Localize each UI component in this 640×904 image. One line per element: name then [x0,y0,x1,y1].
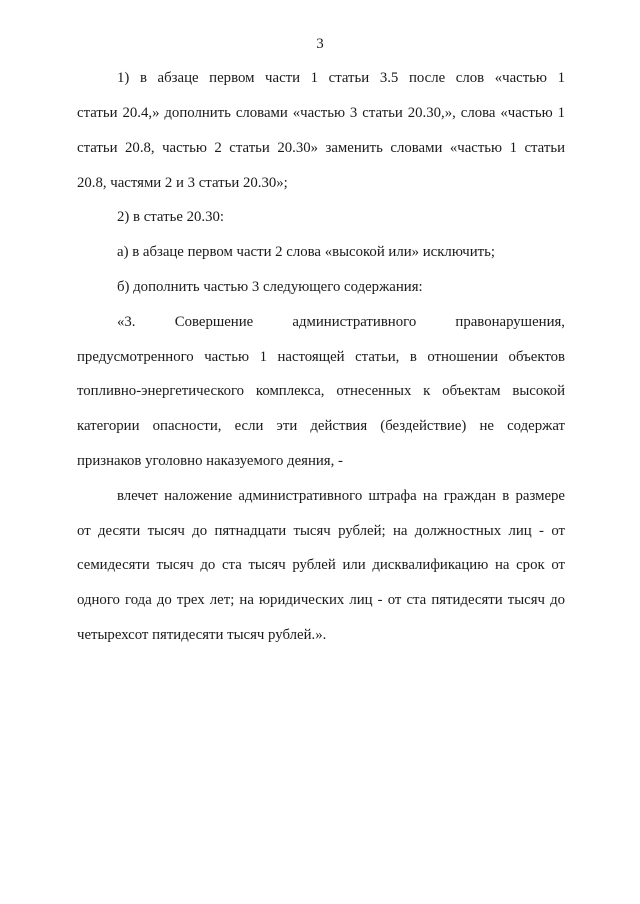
text-line: категории опасности, если эти действия (бездействие) не содержат [77,418,565,434]
text-line: признаков уголовно наказуемого деяния, - [77,453,343,469]
text-line: статьи 20.4,» дополнить словами «частью 3 статьи 20.30,», слова «частью 1 [77,105,565,121]
text-line: одного года до трех лет; на юридических лиц - от ста пятидесяти тысяч до [77,592,565,608]
text-line: 20.8, частями 2 и 3 статьи 20.30»; [77,175,288,191]
text-line: предусмотренного частью 1 настоящей статьи, в отношении объектов [77,349,565,365]
text-line: влечет наложение административного штрафа на граждан в размере [117,488,565,504]
text-line: а) в абзаце первом части 2 слова «высокой или» исключить; [117,244,495,260]
text-line: от десяти тысяч до пятнадцати тысяч рублей; на должностных лиц - от [77,523,565,539]
text-line: 2) в статье 20.30: [117,209,224,225]
text-line: статьи 20.8, частью 2 статьи 20.30» заменить словами «частью 1 статьи [77,140,565,156]
page-number: 3 [316,36,324,52]
text-line: б) дополнить частью 3 следующего содержания: [117,279,423,295]
text-line: топливно-энергетического комплекса, отнесенных к объектам высокой [77,383,565,399]
text-line: семидесяти тысяч до ста тысяч рублей или дисквалификацию на срок от [77,557,565,573]
text-line: «3. Совершение административного правонарушения, [117,314,565,330]
text-line: четырехсот пятидесяти тысяч рублей.». [77,627,327,643]
text-line: 1) в абзаце первом части 1 статьи 3.5 после слов «частью 1 [117,70,565,86]
